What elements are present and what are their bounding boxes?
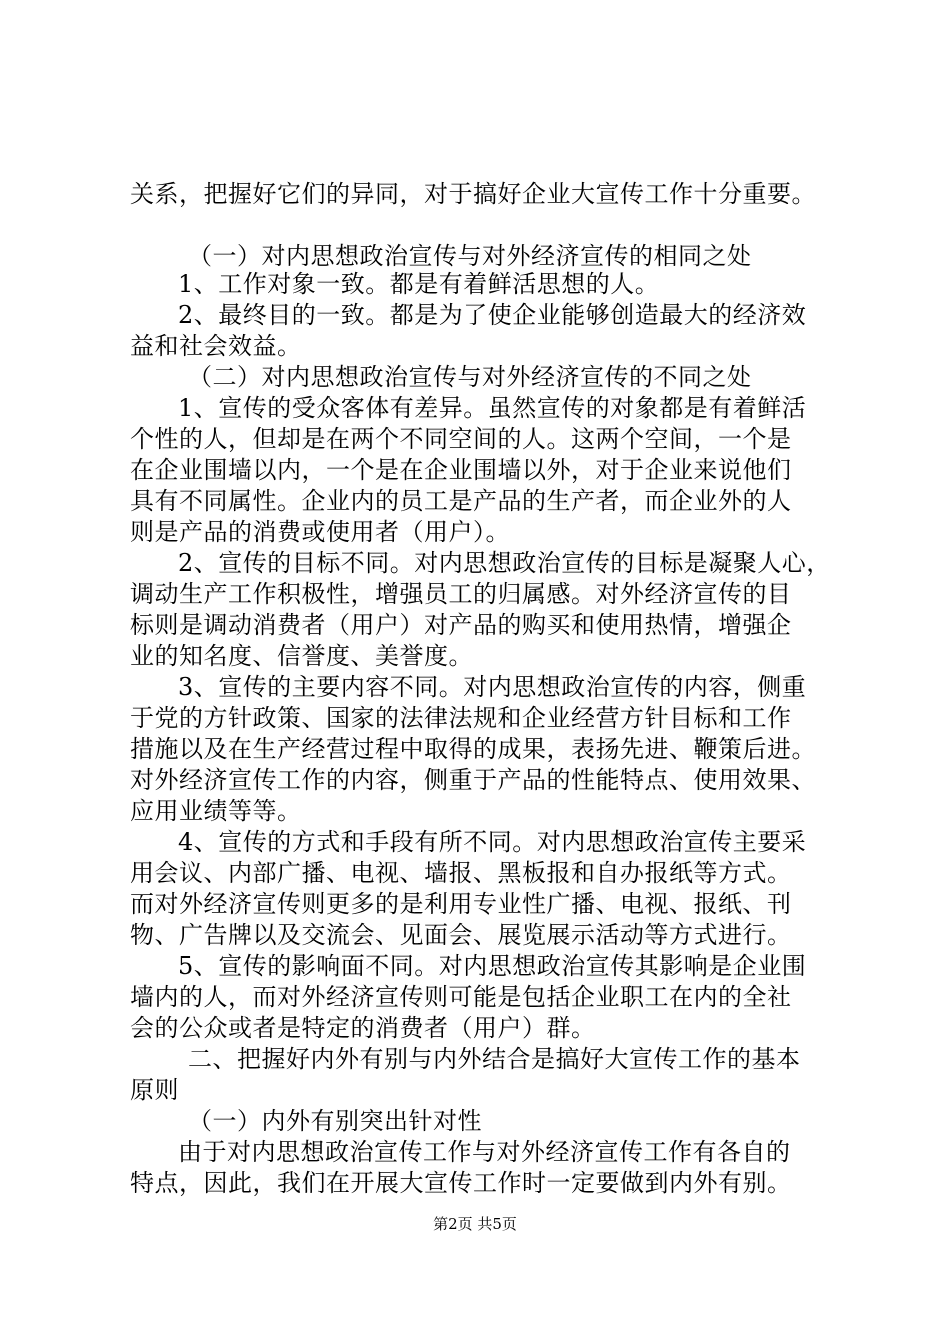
text-line: 4、宣传的方式和手段有所不同。对内思想政治宣传主要采 <box>178 828 807 856</box>
page-number-footer: 第2页 共5页 <box>433 1215 517 1233</box>
text-line: 应用业绩等等。 <box>130 797 302 825</box>
text-line: 具有不同属性。企业内的员工是产品的生产者，而企业外的人 <box>130 487 792 515</box>
section-heading: （一）对内思想政治宣传与对外经济宣传的相同之处 <box>188 242 752 270</box>
text-line: 1、宣传的受众客体有差异。虽然宣传的对象都是有着鲜活 <box>178 394 807 422</box>
text-line: 2、最终目的一致。都是为了使企业能够创造最大的经济效 <box>178 301 807 329</box>
text-line: 在企业围墙以内，一个是在企业围墙以外，对于企业来说他们 <box>130 456 792 484</box>
text-line: 2、宣传的目标不同。对内思想政治宣传的目标是凝聚人心， <box>178 549 831 577</box>
text-line: 益和社会效益。 <box>130 332 302 360</box>
text-line: 而对外经济宣传则更多的是利用专业性广播、电视、报纸、刊 <box>130 890 792 918</box>
text-line: 业的知名度、信誉度、美誉度。 <box>130 642 473 670</box>
text-line: 于党的方针政策、国家的法律法规和企业经营方针目标和工作 <box>130 704 792 732</box>
section-heading: （一）内外有别突出针对性 <box>188 1107 482 1135</box>
text-line: 物、广告牌以及交流会、见面会、展览展示活动等方式进行。 <box>130 921 792 949</box>
text-line: 措施以及在生产经营过程中取得的成果，表扬先进、鞭策后进。 <box>130 735 816 763</box>
text-line: 3、宣传的主要内容不同。对内思想政治宣传的内容，侧重 <box>178 673 807 701</box>
text-line: 调动生产工作积极性，增强员工的归属感。对外经济宣传的目 <box>130 580 792 608</box>
text-line: 1、工作对象一致。都是有着鲜活思想的人。 <box>178 270 660 298</box>
text-line: 则是产品的消费或使用者（用户）。 <box>130 518 510 546</box>
text-line: 5、宣传的影响面不同。对内思想政治宣传其影响是企业围 <box>178 952 807 980</box>
text-line: 会的公众或者是特定的消费者（用户）群。 <box>130 1014 596 1042</box>
text-line: 由于对内思想政治宣传工作与对外经济宣传工作有各自的 <box>178 1138 791 1166</box>
text-line: 关系，把握好它们的异同，对于搞好企业大宣传工作十分重要。 <box>130 180 816 208</box>
text-line: 特点，因此，我们在开展大宣传工作时一定要做到内外有别。 <box>130 1169 792 1197</box>
section-heading: 二、把握好内外有别与内外结合是搞好大宣传工作的基本 <box>188 1045 801 1073</box>
text-line: 用会议、内部广播、电视、墙报、黑板报和自办报纸等方式。 <box>130 859 792 887</box>
text-line: 墙内的人，而对外经济宣传则可能是包括企业职工在内的全社 <box>130 983 792 1011</box>
text-line: 个性的人，但却是在两个不同空间的人。这两个空间，一个是 <box>130 425 792 453</box>
text-line: 原则 <box>130 1076 179 1104</box>
text-line: 标则是调动消费者（用户）对产品的购买和使用热情，增强企 <box>130 611 792 639</box>
section-heading: （二）对内思想政治宣传与对外经济宣传的不同之处 <box>188 363 752 391</box>
text-line: 对外经济宣传工作的内容，侧重于产品的性能特点、使用效果、 <box>130 766 816 794</box>
